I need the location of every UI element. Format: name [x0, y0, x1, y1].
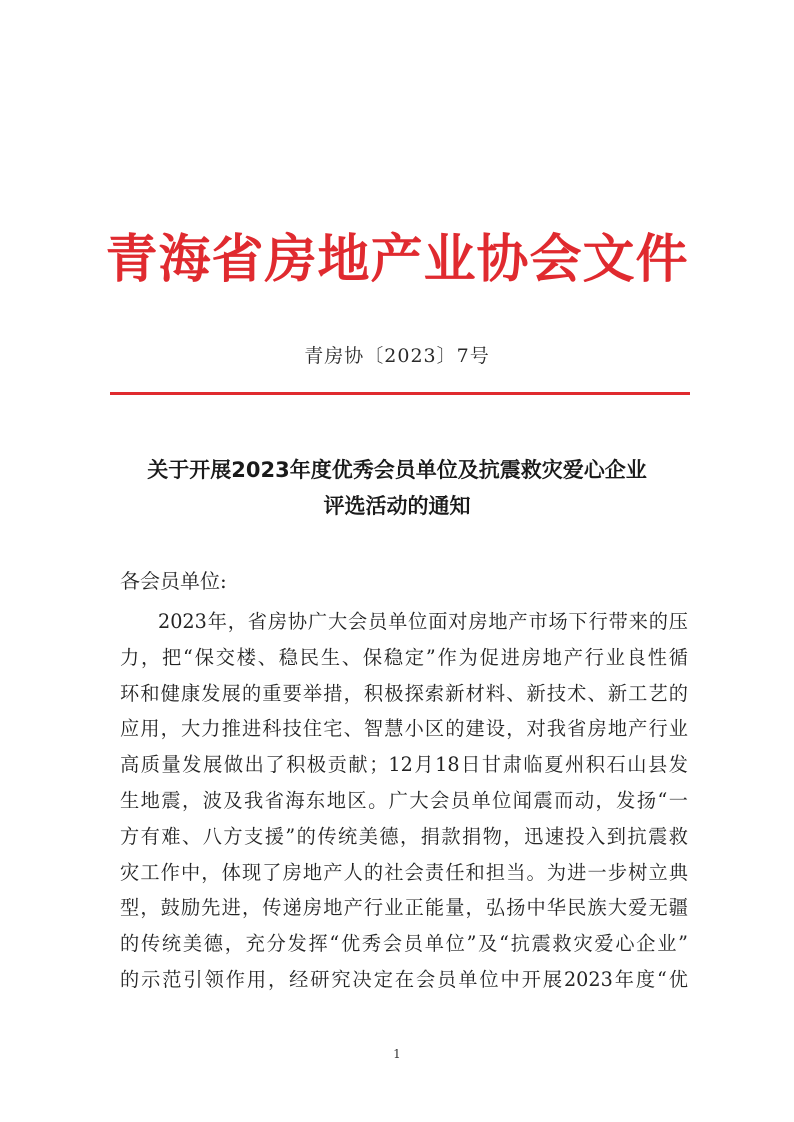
page-number: 1 — [393, 1047, 401, 1061]
body-line: 的传统美德，充分发挥“优秀会员单位”及“抗震救灾爱心企业” — [120, 932, 688, 956]
body-paragraph — [120, 604, 688, 998]
body-line: 的示范引领作用，经研究决定在会员单位中开展2023年度“优 — [120, 967, 688, 991]
body-line: 2023年，省房协广大会员单位面对房地产市场下行带来的压 — [158, 610, 688, 633]
body-line: 灾工作中，体现了房地产人的社会责任和担当。为进一步树立典 — [120, 860, 688, 884]
body-line: 生地震，波及我省海东地区。广大会员单位闻震而动，发扬“一 — [120, 788, 688, 812]
notice-title-line-1: 关于开展2023年度优秀会员单位及抗震救灾爱心企业 — [147, 458, 647, 482]
notice-title-line-2: 评选活动的通知 — [323, 494, 471, 518]
salutation: 各会员单位: — [120, 569, 227, 593]
body-line: 力，把“保交楼、稳民生、保稳定”作为促进房地产行业良性循 — [120, 645, 688, 669]
notice-title — [0, 452, 794, 524]
body-line: 应用，大力推进科技住宅、智慧小区的建设，对我省房地产行业 — [120, 717, 688, 741]
masthead-title: 青海省房地产业协会文件 — [105, 229, 689, 290]
body-line: 型，鼓励先进，传递房地产行业正能量，弘扬中华民族大爱无疆 — [120, 896, 688, 920]
body-line: 环和健康发展的重要举措，积极探索新材料、新技术、新工艺的 — [120, 681, 688, 705]
red-divider-rule — [110, 392, 690, 395]
body-line: 方有难、八方支援”的传统美德，捐款捐物，迅速投入到抗震救 — [120, 824, 688, 848]
body-line: 高质量发展做出了积极贡献；12月18日甘肃临夏州积石山县发 — [120, 753, 688, 777]
document-number: 青房协〔2023〕7号 — [304, 345, 490, 367]
